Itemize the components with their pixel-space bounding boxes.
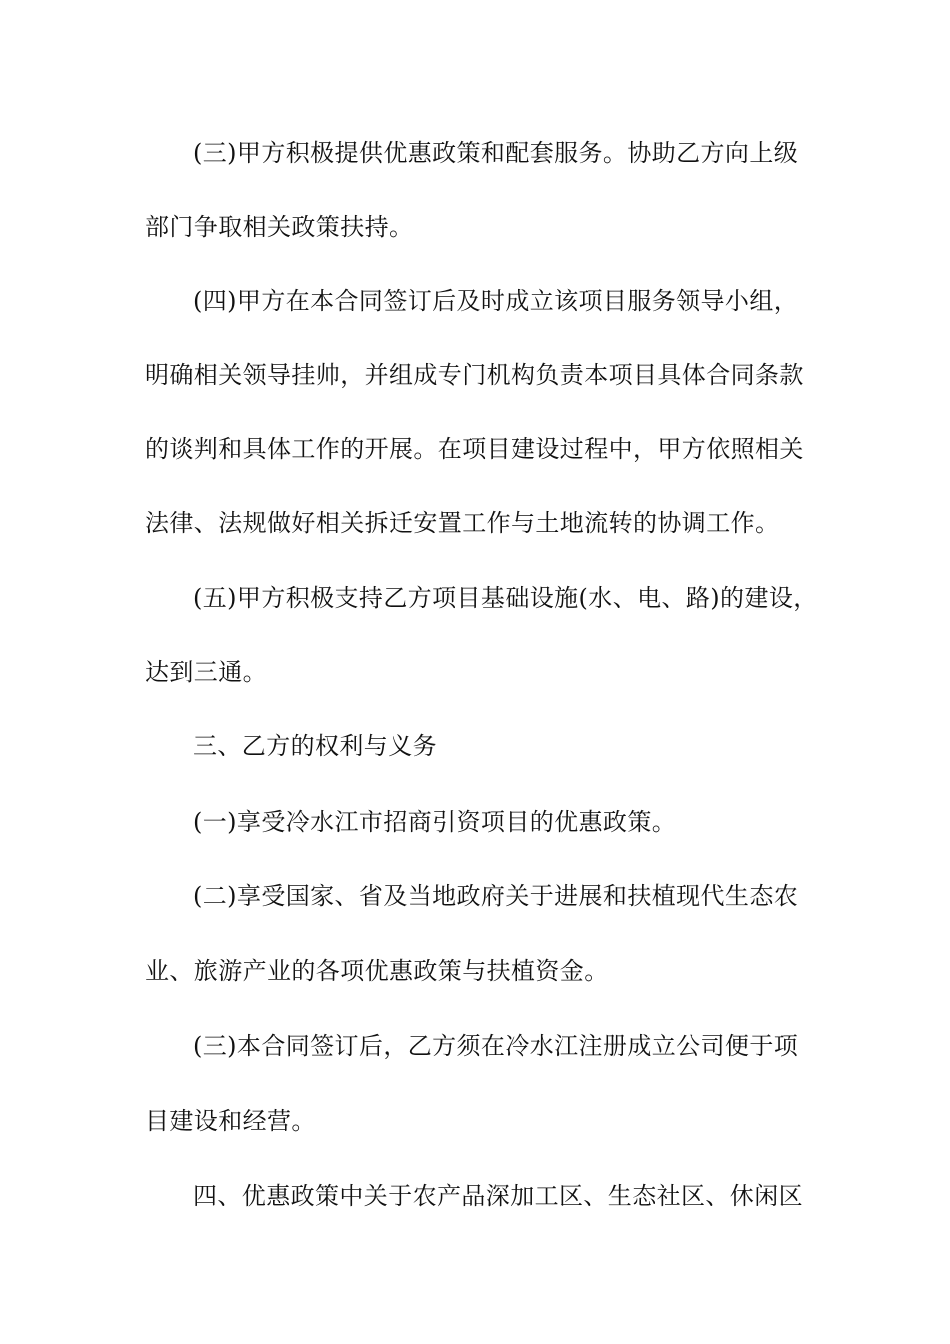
paragraph-line: (五)甲方积极支持乙方项目基础设施(水、电、路)的建设，: [193, 584, 818, 612]
paragraph-line: 目建设和经营。: [145, 1107, 316, 1135]
paragraph-line: 明确相关领导挂帅，并组成专门机构负责本项目具体合同条款: [145, 361, 804, 389]
paragraph-line: (三)本合同签订后，乙方须在冷水江注册成立公司便于项: [193, 1032, 799, 1060]
paragraph-line: 业、旅游产业的各项优惠政策与扶植资金。: [145, 957, 609, 985]
paragraph-line: (四)甲方在本合同签订后及时成立该项目服务领导小组，: [193, 287, 799, 315]
paragraph-line: 部门争取相关政策扶持。: [145, 213, 414, 241]
section-heading: 三、乙方的权利与义务: [193, 732, 437, 760]
paragraph-line: 法律、法规做好相关拆迁安置工作与土地流转的协调工作。: [145, 509, 780, 537]
paragraph-line: (二)享受国家、省及当地政府关于进展和扶植现代生态农: [193, 882, 799, 910]
paragraph-line: (一)享受冷水江市招商引资项目的优惠政策。: [193, 808, 677, 836]
paragraph-line: 达到三通。: [145, 658, 267, 686]
paragraph-line: 的谈判和具体工作的开展。在项目建设过程中，甲方依照相关: [145, 435, 804, 463]
paragraph-line: (三)甲方积极提供优惠政策和配套服务。协助乙方向上级: [193, 139, 799, 167]
section-heading: 四、优惠政策中关于农产品深加工区、生态社区、休闲区: [193, 1182, 803, 1210]
